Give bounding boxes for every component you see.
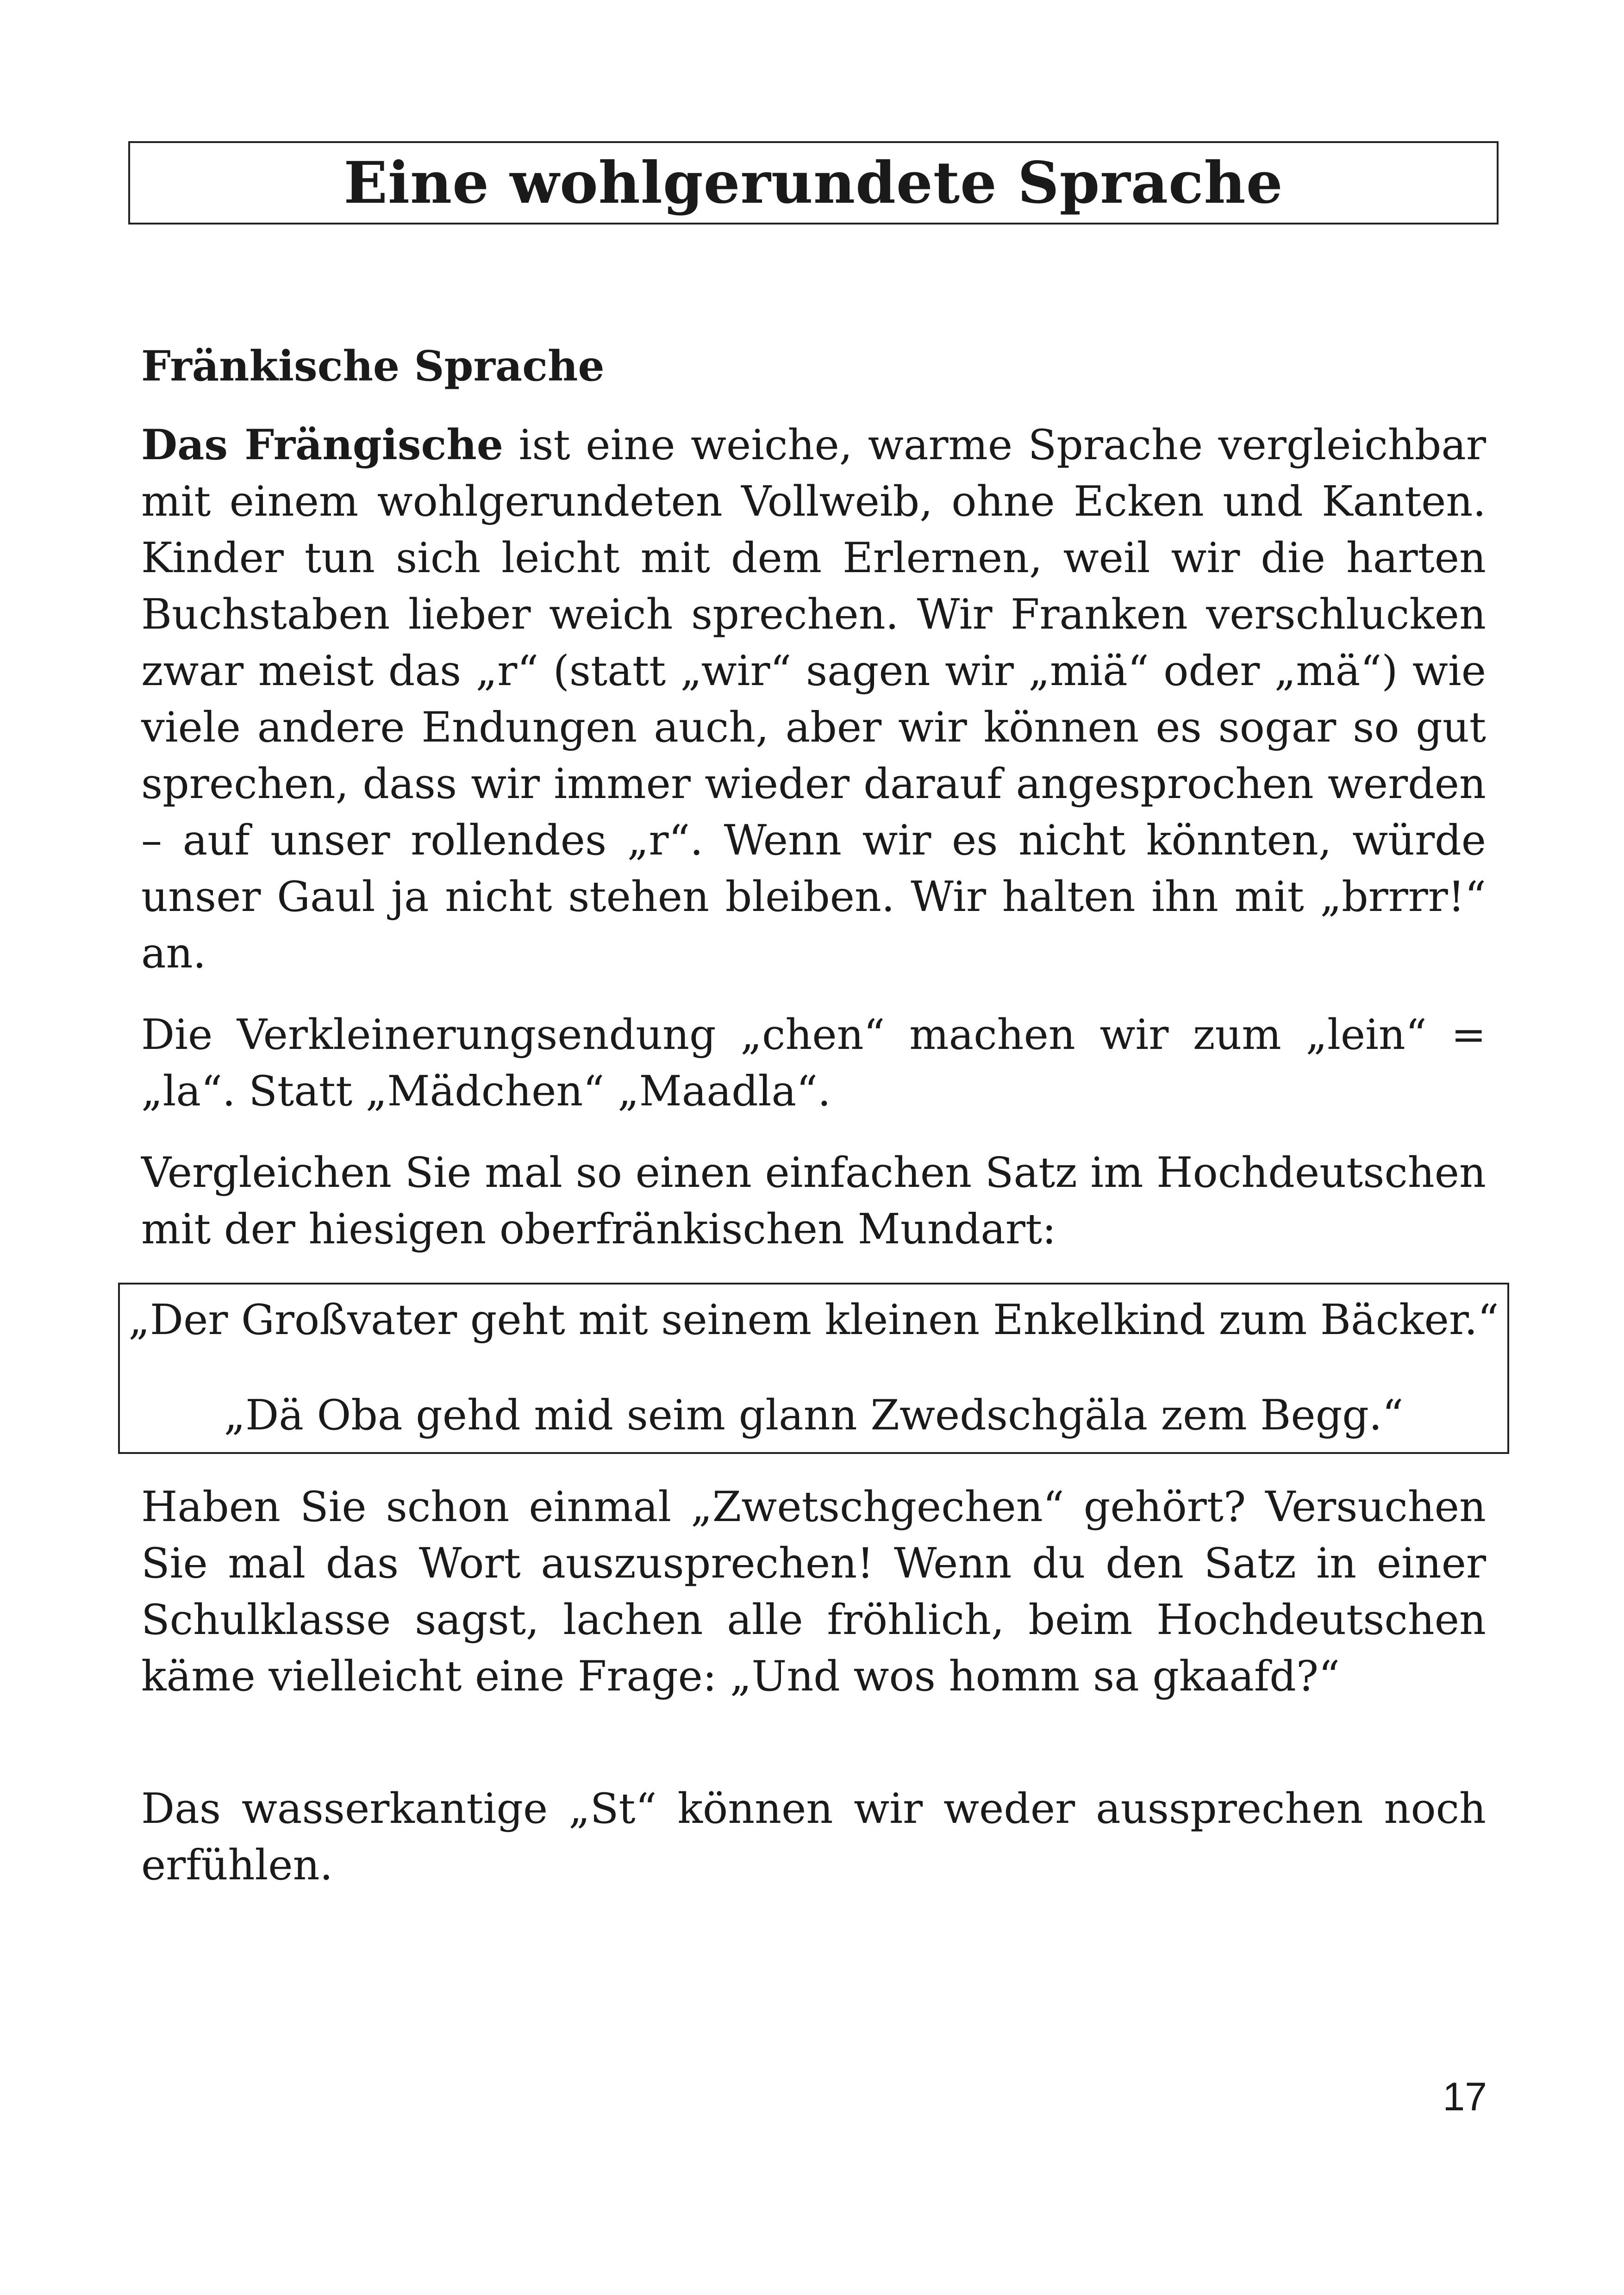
title-box bbox=[128, 141, 1499, 225]
paragraph-intro-text: ist eine weiche, warme Sprache vergleichbar mit einem wohlgerundeten Vollweib, ohne Ecken und Kanten. Kinder tun sich leicht mit dem Erlernen, weil wir die harten Buchstaben lieber weich sprechen. Wir Franken verschlucken zwar meist das „r“ (statt „wir“ sagen wir „miä“ oder „mä“) wie viele andere Endungen auch, aber wir können es sogar so gut sprechen, dass wir immer wieder darauf angesprochen werden – auf unser rollendes „r“. Wenn wir es nicht könnten, würde unser Gaul ja nicht stehen bleiben. Wir halten ihn mit „brrrr!“ an. bbox=[141, 421, 1486, 978]
paragraph-compare: Vergleichen Sie mal so einen einfachen Satz im Hochdeutschen mit der hiesigen oberfränkischen Mundart: bbox=[141, 1148, 1486, 1254]
page-number: 17 bbox=[1443, 2075, 1487, 2119]
paragraph-diminutive: Die Verkleinerungsendung „chen“ machen wir zum „lein“ = „la“. Statt „Mädchen“ „Maadla“. bbox=[141, 1010, 1486, 1116]
paragraph-zwetschgechen: Haben Sie schon einmal „Zwetschgechen“ gehört? Versuchen Sie mal das Wort auszusprechen! Wenn du den Satz in einer Schulklasse sagst, lachen alle fröhlich, beim Hochdeutschen käme vielleicht eine Frage: „Und wos homm sa gkaafd?“ bbox=[141, 1483, 1486, 1701]
paragraph-st: Das wasserkantige „St“ können wir weder aussprechen noch erfühlen. bbox=[141, 1784, 1486, 1890]
paragraph-intro bbox=[141, 417, 1486, 982]
spacer bbox=[141, 1730, 1486, 1781]
quote-standard-german: „Der Großvater geht mit seinem kleinen Enkelkind zum Bäcker.“ bbox=[128, 1296, 1499, 1344]
paragraph-intro-lead: Das Frängische bbox=[141, 420, 504, 469]
section-heading: Fränkische Sprache bbox=[141, 342, 605, 391]
page-title: Eine wohlgerundete Sprache bbox=[344, 149, 1283, 217]
example-quote-box bbox=[118, 1283, 1509, 1454]
main-content bbox=[128, 338, 1499, 1919]
quote-dialect: „Dä Oba gehd mid seim glann Zwedschgäla zem Begg.“ bbox=[224, 1391, 1404, 1440]
